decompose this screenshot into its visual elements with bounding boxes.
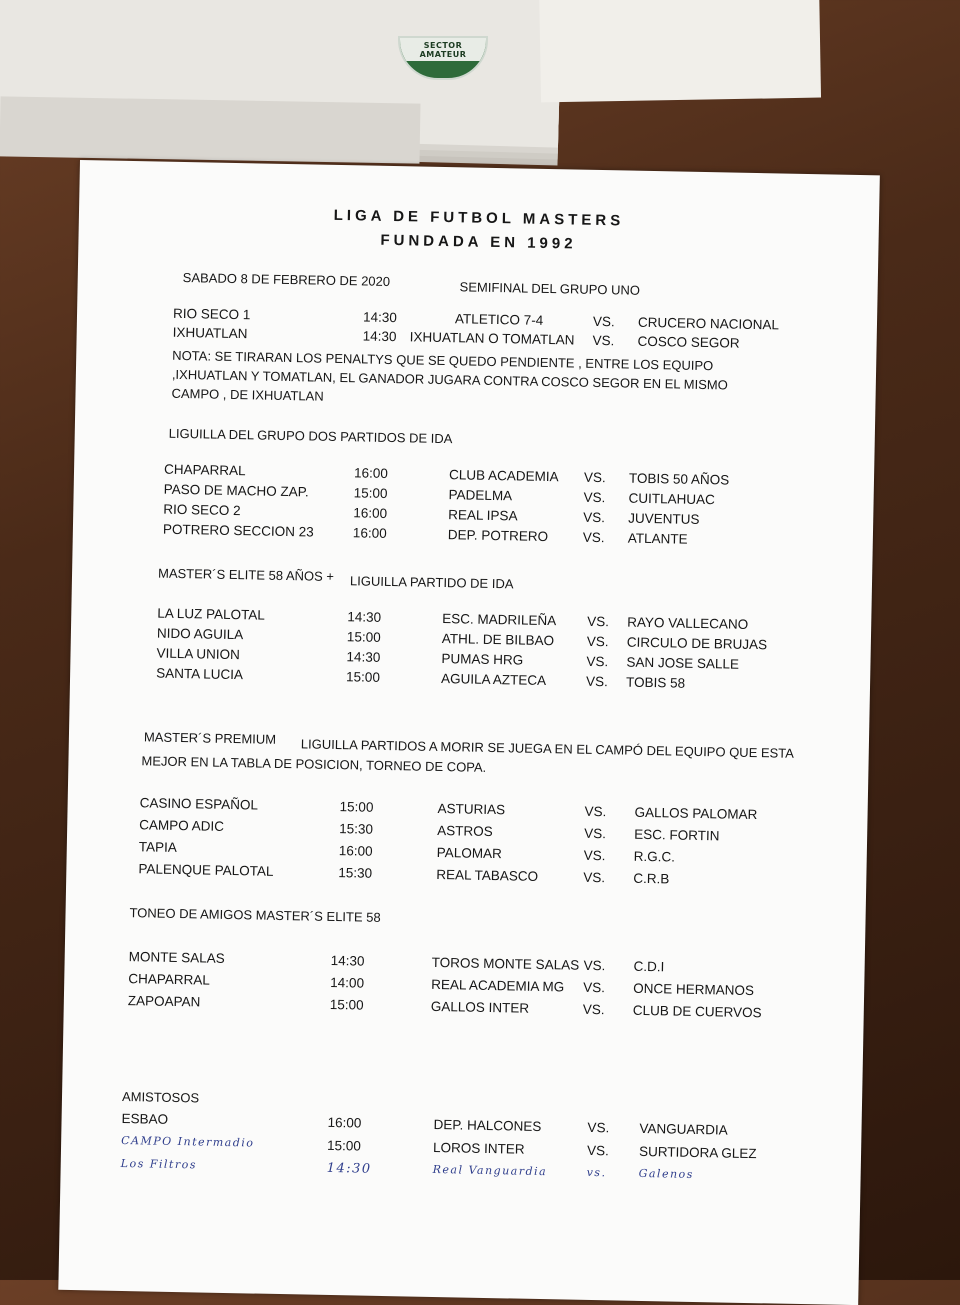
premium-desc-line1: LIGUILLA PARTIDOS A MORIR SE JUEGA EN EL CAMPÓ DEL EQUIPO QUE ESTA xyxy=(300,736,795,761)
elite58-heading2: LIGUILLA PARTIDO DE IDA xyxy=(349,573,514,592)
table-row: CHAPARRAL 16:00 CLUB ACADEMIA VS. TOBIS 50 AÑOS xyxy=(163,461,730,488)
handwritten-row: Los Filtros 14:30 Real Vanguardia vs. Galenos xyxy=(120,1156,694,1181)
table-row: SANTA LUCIA 15:00 AGUILA AZTECA VS. TOBIS 58 xyxy=(156,665,686,691)
table-row: POTRERO SECCION 23 16:00 DEP. POTRERO VS. ATLANTE xyxy=(162,521,688,547)
background-paper xyxy=(539,0,821,102)
schedule-sheet xyxy=(58,160,880,1305)
group2-table xyxy=(162,461,804,547)
premium-table xyxy=(138,795,780,887)
page-subtitle: FUNDADA EN 1992 xyxy=(380,231,577,253)
table-row: RIO SECO 1 14:30 ATLETICO 7-4 VS. CRUCERO NACIONAL xyxy=(172,305,780,333)
date-line: SABADO 8 DE FEBRERO DE 2020 xyxy=(182,269,391,289)
table-row: CAMPO Intermadio 15:00 LOROS INTER VS. SURTIDORA GLEZ xyxy=(121,1133,757,1162)
amistosos-heading: AMISTOSOS xyxy=(121,1088,200,1106)
elite58-heading: MASTER´S ELITE 58 AÑOS + xyxy=(157,565,335,584)
table-row: MONTE SALAS 14:30 TOROS MONTE SALAS VS. C.D.I xyxy=(128,949,665,975)
premium-desc-line2: MEJOR EN LA TABLA DE POSICION, TORNEO DE COPA. xyxy=(141,753,487,775)
logo-text: SECTOR AMATEUR xyxy=(400,38,486,61)
background-paper-strip xyxy=(0,96,420,163)
table-row: NIDO AGUILA 15:00 ATHL. DE BILBAO VS. CIRCULO DE BRUJAS xyxy=(156,625,768,653)
table-row: PASO DE MACHO ZAP. 15:00 PADELMA VS. CUITLAHUAC xyxy=(163,481,716,508)
group2-heading: LIGUILLA DEL GRUPO DOS PARTIDOS DE IDA xyxy=(168,425,453,447)
table-row: ZAPOAPAN 15:00 GALLOS INTER VS. CLUB DE CUERVOS xyxy=(127,993,762,1021)
amigos-heading: TONEO DE AMIGOS MASTER´S ELITE 58 xyxy=(129,905,381,925)
semifinal-table xyxy=(172,305,813,351)
note-text: NOTA: SE TIRARAN LOS PENALTYS QUE SE QUEDO PENDIENTE , ENTRE LOS EQUIPO ,IXHUATLAN Y TOMATLAN, EL GANADOR JUGARA CONTRA COSCO SEGOR EN EL MISMO CAMPO , DE IXHUATLAN xyxy=(171,347,728,404)
page-title: LIGA DE FUTBOL MASTERS xyxy=(333,206,625,230)
premium-heading: MASTER´S PREMIUM xyxy=(143,729,277,747)
semifinal-label: SEMIFINAL DEL GRUPO UNO xyxy=(459,279,641,298)
table-row: RIO SECO 2 16:00 REAL IPSA VS. JUVENTUS xyxy=(163,501,700,527)
table-row: ESBAO 16:00 DEP. HALCONES VS. VANGUARDIA xyxy=(121,1110,728,1138)
table-row: IXHUATLAN 14:30 IXHUATLAN O TOMATLAN VS. COSCO SEGOR xyxy=(172,324,740,351)
table-row: CASINO ESPAÑOL 15:00 ASTURIAS VS. GALLOS PALOMAR xyxy=(139,795,758,823)
amistosos-table xyxy=(120,1110,762,1181)
table-row: CHAPARRAL 14:00 REAL ACADEMIA MG VS. ONCE HERMANOS xyxy=(128,971,755,999)
elite58-table xyxy=(156,605,797,691)
table-row: CAMPO ADIC 15:30 ASTROS VS. ESC. FORTIN xyxy=(139,817,720,844)
amigos-table xyxy=(127,949,769,1021)
table-row: LA LUZ PALOTAL 14:30 ESC. MADRILEÑA VS. RAYO VALLECANO xyxy=(157,605,749,632)
table-row: TAPIA 16:00 PALOMAR VS. R.G.C. xyxy=(138,839,676,865)
table-row: PALENQUE PALOTAL 15:30 REAL TABASCO VS. C.R.B xyxy=(138,861,670,887)
table-row: VILLA UNION 14:30 PUMAS HRG VS. SAN JOSE SALLE xyxy=(156,645,740,672)
